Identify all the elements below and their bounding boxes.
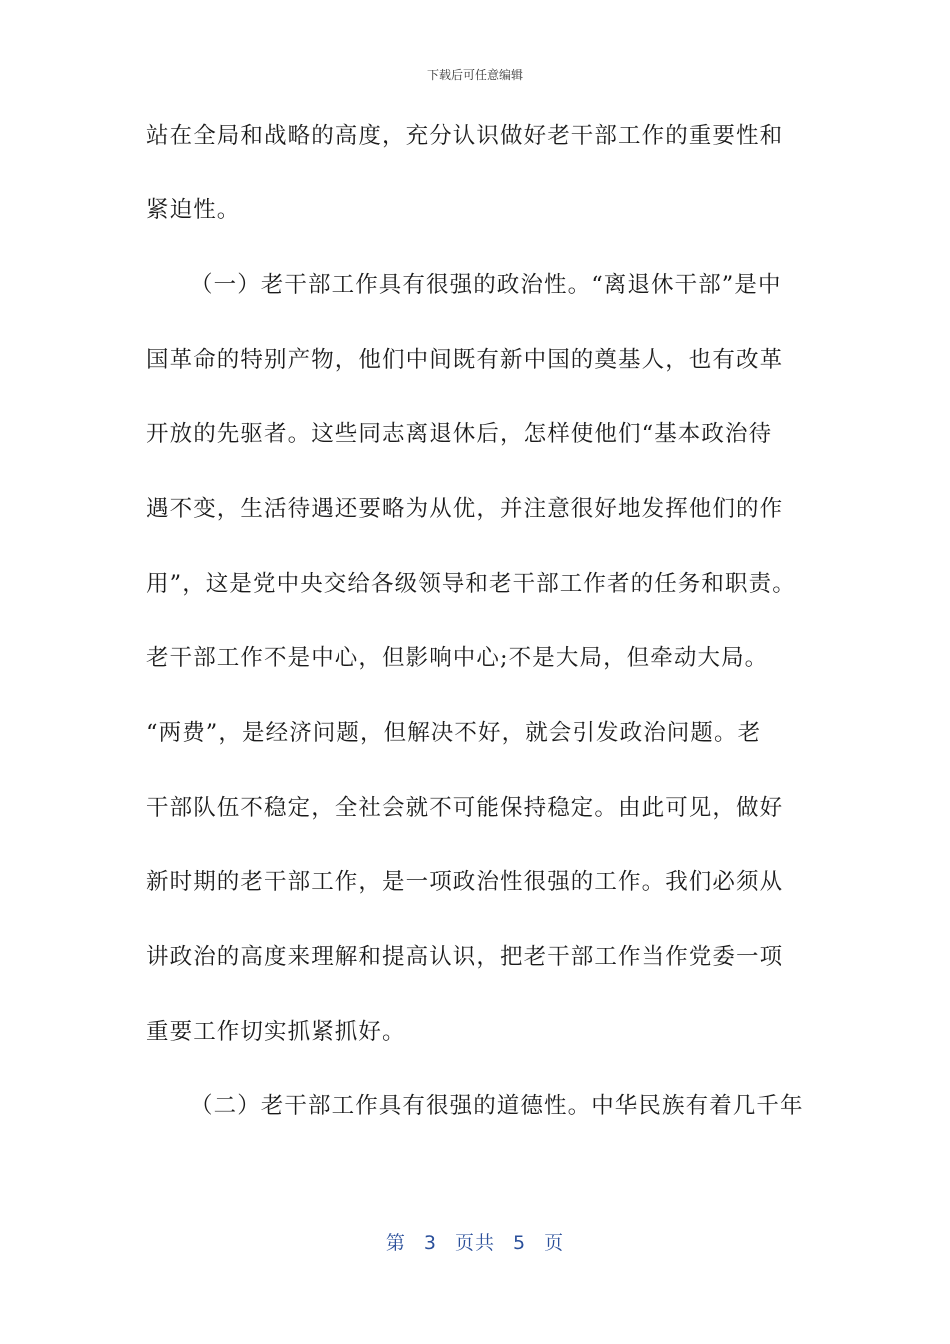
text-line: “两费”，是经济问题，但解决不好，就会引发政治问题。老	[146, 720, 762, 746]
current-page-number: 3	[423, 1232, 437, 1254]
text-line: 新时期的老干部工作，是一项政治性很强的工作。我们必须从	[146, 869, 784, 895]
page-label-prefix: 第	[385, 1232, 406, 1254]
page-header: 下载后可任意编辑	[426, 68, 523, 82]
text-line: 干部队伍不稳定，全社会就不可能保持稳定。由此可见，做好	[146, 795, 784, 821]
text-line: 国革命的特别产物，他们中间既有新中国的奠基人，也有改革	[146, 347, 784, 373]
page-label-suffix: 页	[544, 1232, 565, 1254]
text-line: 老干部工作不是中心，但影响中心;不是大局，但牵动大局。	[146, 645, 769, 671]
page-label-middle: 页共	[454, 1232, 495, 1254]
total-page-number: 5	[513, 1232, 527, 1254]
text-line: 紧迫性。	[146, 197, 241, 223]
text-line: 重要工作切实抓紧抓好。	[146, 1019, 406, 1045]
text-line: 讲政治的高度来理解和提高认识，把老干部工作当作党委一项	[146, 944, 784, 970]
paragraph-start-line: （二）老干部工作具有很强的道德性。中华民族有着几千年	[190, 1093, 804, 1119]
text-line: 用”，这是党中央交给各级领导和老干部工作者的任务和职责。	[146, 571, 796, 597]
paragraph-start-line: （一）老干部工作具有很强的政治性。“离退休干部”是中	[190, 272, 782, 298]
text-line: 站在全局和战略的高度，充分认识做好老干部工作的重要性和	[146, 123, 784, 149]
text-line: 开放的先驱者。这些同志离退休后，怎样使他们“基本政治待	[146, 421, 773, 447]
page-footer	[0, 1228, 950, 1255]
text-line: 遇不变，生活待遇还要略为从优，并注意很好地发挥他们的作	[146, 496, 784, 522]
